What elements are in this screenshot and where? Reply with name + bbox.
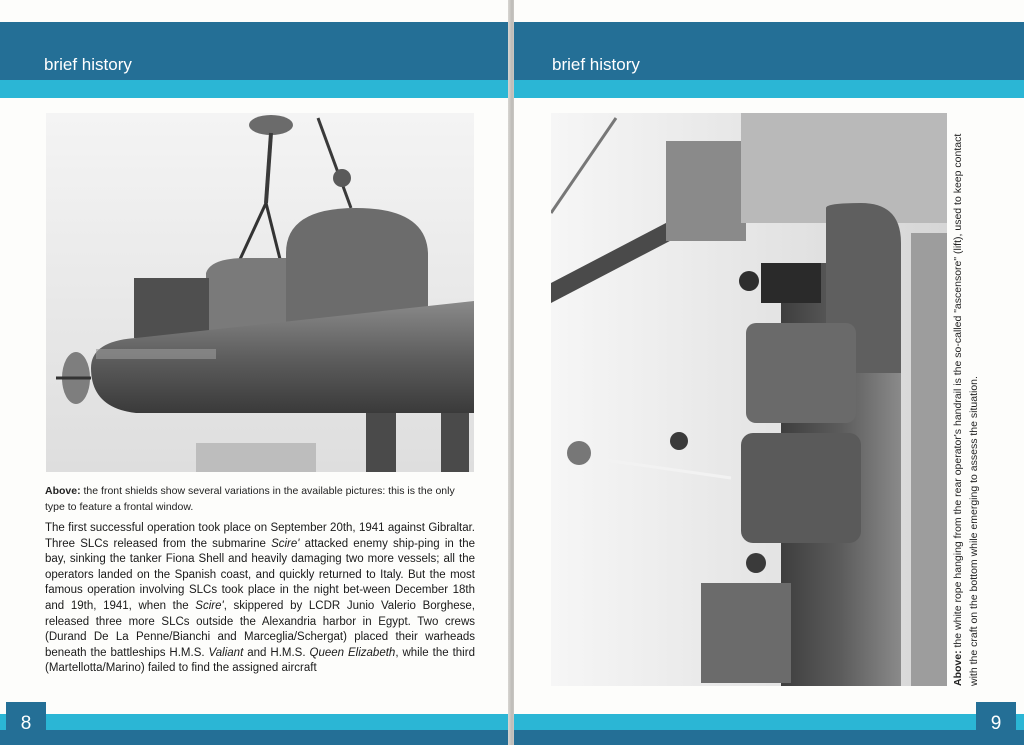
- ship-name-valiant: Valiant: [208, 646, 244, 659]
- caption-label: Above:: [45, 485, 81, 497]
- page-number: 8: [6, 702, 46, 745]
- right-page: [514, 0, 1024, 745]
- ship-name-queen-elizabeth: Queen Elizabeth: [309, 646, 396, 659]
- footer-band: [0, 730, 510, 745]
- body-text-1: The first successful operation took place on September 20th, 1941 against Gibraltar. Three SLCs released from the submarine: [45, 522, 475, 550]
- body-text-2: attacked enemy ship-ping in the bay, sinking the tanker Fiona Shell and heavily damaging two more vessels; all the operators landed on the Spanish coast, and quickly returned to Italy. But the most famous operation involving SLCs took place in the night bet-ween December 18th and 19th, 1941, when the: [45, 537, 475, 612]
- left-page: [0, 0, 510, 745]
- body-text-4: and H.M.S.: [243, 646, 310, 659]
- submarine-name: Scire': [195, 599, 224, 612]
- photo-caption: [950, 113, 982, 686]
- footer-stripe: [514, 714, 1024, 730]
- footer-stripe: [0, 714, 510, 730]
- page-title: brief history: [552, 55, 640, 74]
- header-stripe: [514, 80, 1024, 98]
- sub-photo-crew-lift: [551, 113, 947, 686]
- header-stripe: [0, 80, 510, 98]
- sub-photo-front-shields: [46, 113, 474, 472]
- page-title: brief history: [44, 55, 132, 74]
- photo-caption: [45, 483, 475, 515]
- footer-band: [514, 730, 1024, 745]
- body-paragraph: [45, 521, 475, 677]
- body-text-5: , while the third (Martellotta/Marino) failed to find the assigned aircraft: [45, 646, 475, 675]
- caption-label: Above:: [952, 650, 964, 686]
- page-number: 9: [976, 702, 1016, 745]
- caption-text: the front shields show several variations in the available pictures: this is the only type to feature a frontal window.: [45, 485, 455, 513]
- caption-text: the white rope hanging from the rear operator's handrail is the so-called "ascensore" (lift), used to keep contact with the craft on the bottom while emerging to assess the situation.: [952, 133, 980, 686]
- submarine-name: Scire': [271, 537, 300, 550]
- body-text-3: , skippered by LCDR Junio Valerio Borghese, released three more SLCs outside the Alexandria harbor in Egypt. Two crews (Durand De La Penne/Bianchi and Marceglia/Schergat) placed their warheads beneath the battleships H.M.S.: [45, 599, 476, 659]
